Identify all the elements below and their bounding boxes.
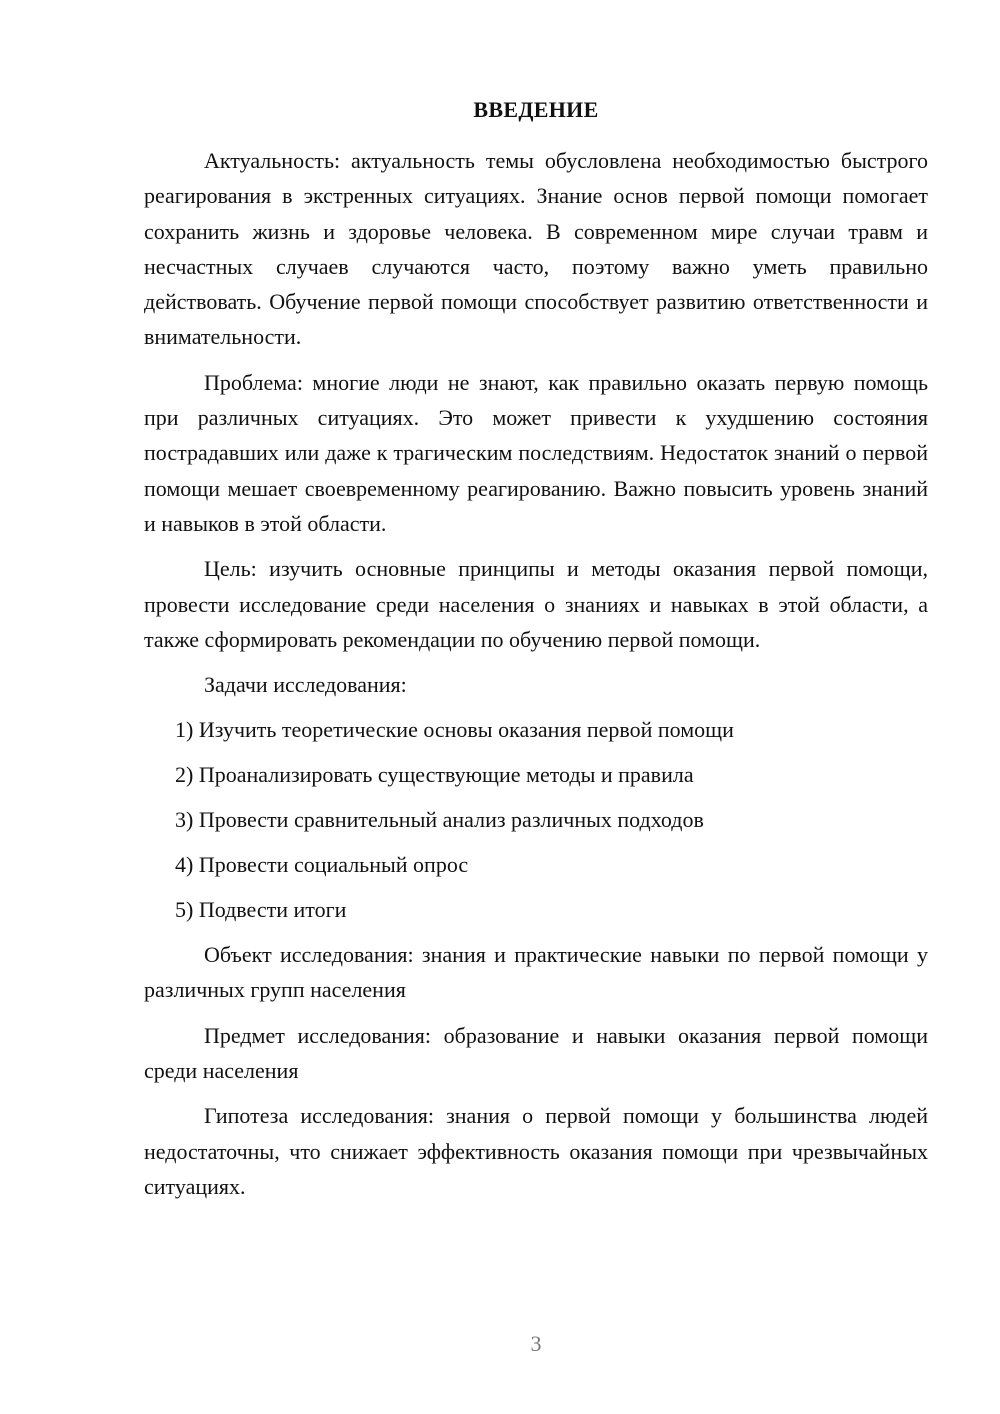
paragraph-relevance: Актуальность: актуальность темы обусловлена необходимостью быстрого реагирования в экстренных ситуациях. Знание основ первой помощи помогает сохранить жизнь и здоровье человека. В современном мире случаи травм и несчастных случаев случаются часто, поэтому важно уметь правильно действовать. Обучение первой помощи способствует развитию ответственности и внимательности.: [144, 148, 928, 350]
page-number: 3: [530, 1331, 542, 1356]
paragraph-problem: Проблема: многие люди не знают, как правильно оказать первую помощь при различных ситуациях. Это может привести к ухудшению состояния пострадавших или даже к трагическим последствиям. Недостаток знаний о первой помощи мешает своевременному реагированию. Важно повысить уровень знаний и навыков в этой области.: [144, 369, 928, 536]
document-page: [144, 92, 928, 1214]
paragraph-subject: Предмет исследования: образование и навыки оказания первой помощи среди населения: [144, 1022, 928, 1084]
list-item: 1) Изучить теоретические основы оказания первой помощи: [175, 717, 734, 743]
page-title: ВВЕДЕНИЕ: [473, 97, 599, 122]
paragraph-goal: Цель: изучить основные принципы и методы оказания первой помощи, провести исследование среди населения о знаниях и навыках в этой области, а также сформировать рекомендации по обучению первой помощи.: [144, 556, 928, 652]
list-item: 2) Проанализировать существующие методы и правила: [175, 762, 694, 788]
tasks-title: Задачи исследования:: [204, 672, 407, 698]
list-item: 3) Провести сравнительный анализ различных подходов: [175, 807, 704, 833]
paragraph-hypothesis: Гипотеза исследования: знания о первой помощи у большинства людей недостаточны, что снижает эффективность оказания помощи при чрезвычайных ситуациях.: [144, 1103, 928, 1199]
list-item: 4) Провести социальный опрос: [175, 852, 469, 878]
task-list: [144, 712, 928, 927]
paragraph-object: Объект исследования: знания и практические навыки по первой помощи у различных групп населения: [144, 942, 928, 1003]
list-item: 5) Подвести итоги: [175, 897, 347, 923]
